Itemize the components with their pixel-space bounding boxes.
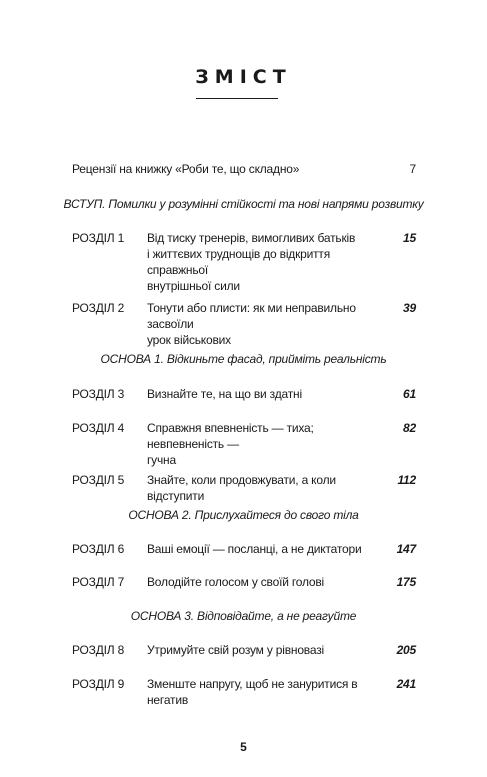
toc-section-foundation-1: ОСНОВА 1. Відкиньте фасад, прийміть реальність xyxy=(100,352,387,366)
chapter-label: РОЗДІЛ 2 xyxy=(72,301,125,315)
chapter-label: РОЗДІЛ 9 xyxy=(72,677,125,691)
chapter-title xyxy=(147,642,372,658)
chapter-title xyxy=(147,541,372,557)
chapter-title-line: Володійте голосом у своїй голові xyxy=(147,575,325,589)
toc-section-foundation-3: ОСНОВА 3. Відповідайте, а не реагуйте xyxy=(130,609,357,623)
toc-page-number: 39 xyxy=(403,301,416,315)
chapter-title xyxy=(147,420,372,468)
chapter-label: РОЗДІЛ 1 xyxy=(72,231,125,245)
chapter-title-line: Від тиску тренерів, вимогливих батьків xyxy=(147,231,356,245)
chapter-label: РОЗДІЛ 7 xyxy=(72,575,125,589)
chapter-title-line: внутрішньої сили xyxy=(147,279,240,293)
toc-page-number: 175 xyxy=(396,575,416,589)
chapter-title-line: урок військових xyxy=(147,333,231,347)
chapter-title xyxy=(147,472,372,504)
toc-page-number: 7 xyxy=(409,162,416,176)
toc-page-number: 205 xyxy=(396,643,416,657)
chapter-title xyxy=(147,230,372,294)
chapter-label: РОЗДІЛ 8 xyxy=(72,643,125,657)
chapter-title-line: Утримуйте свій розум у рівновазі xyxy=(147,643,324,657)
chapter-title-line: і життєвих труднощів до відкриття справжньої xyxy=(147,247,331,277)
chapter-label: РОЗДІЛ 3 xyxy=(72,387,125,401)
chapter-label: РОЗДІЛ 5 xyxy=(72,473,125,487)
toc-page-number: 15 xyxy=(403,231,416,245)
chapter-title xyxy=(147,574,372,590)
contents-title: ЗМІСТ xyxy=(195,66,292,88)
toc-page-number: 241 xyxy=(396,677,416,691)
toc-page-number: 147 xyxy=(396,542,416,556)
chapter-title xyxy=(147,300,372,348)
chapter-label: РОЗДІЛ 4 xyxy=(72,421,125,435)
chapter-title xyxy=(147,676,372,708)
chapter-title-line: Зменште напругу, щоб не зануритися в негатив xyxy=(147,677,358,707)
toc-page-number: 112 xyxy=(397,473,416,487)
chapter-title-line: Визнайте те, на що ви здатні xyxy=(147,387,302,401)
chapter-title-line: Ваші емоції — посланці, а не диктатори xyxy=(147,542,362,556)
chapter-label: РОЗДІЛ 6 xyxy=(72,542,125,556)
chapter-title xyxy=(147,386,372,402)
chapter-title-line: Справжня впевненість — тиха; невпевненість — xyxy=(147,421,314,451)
toc-entry-text: Рецензії на книжку «Роби те, що складно» xyxy=(72,162,300,176)
chapter-title-line: Знайте, коли продовжувати, а коли відступити xyxy=(147,473,336,503)
chapter-title-line: Тонути або плисти: як ми неправильно засвоїли xyxy=(147,301,356,331)
chapter-title-line: гучна xyxy=(147,453,176,467)
toc-page-number: 61 xyxy=(403,387,416,401)
page-number: 5 xyxy=(240,740,247,754)
toc-page-number: 82 xyxy=(403,421,416,435)
toc-section-foundation-2: ОСНОВА 2. Прислухайтеся до свого тіла xyxy=(128,508,359,522)
toc-section-intro: ВСТУП. Помилки у розумінні стійкості та нові напрями розвитку xyxy=(63,197,424,211)
